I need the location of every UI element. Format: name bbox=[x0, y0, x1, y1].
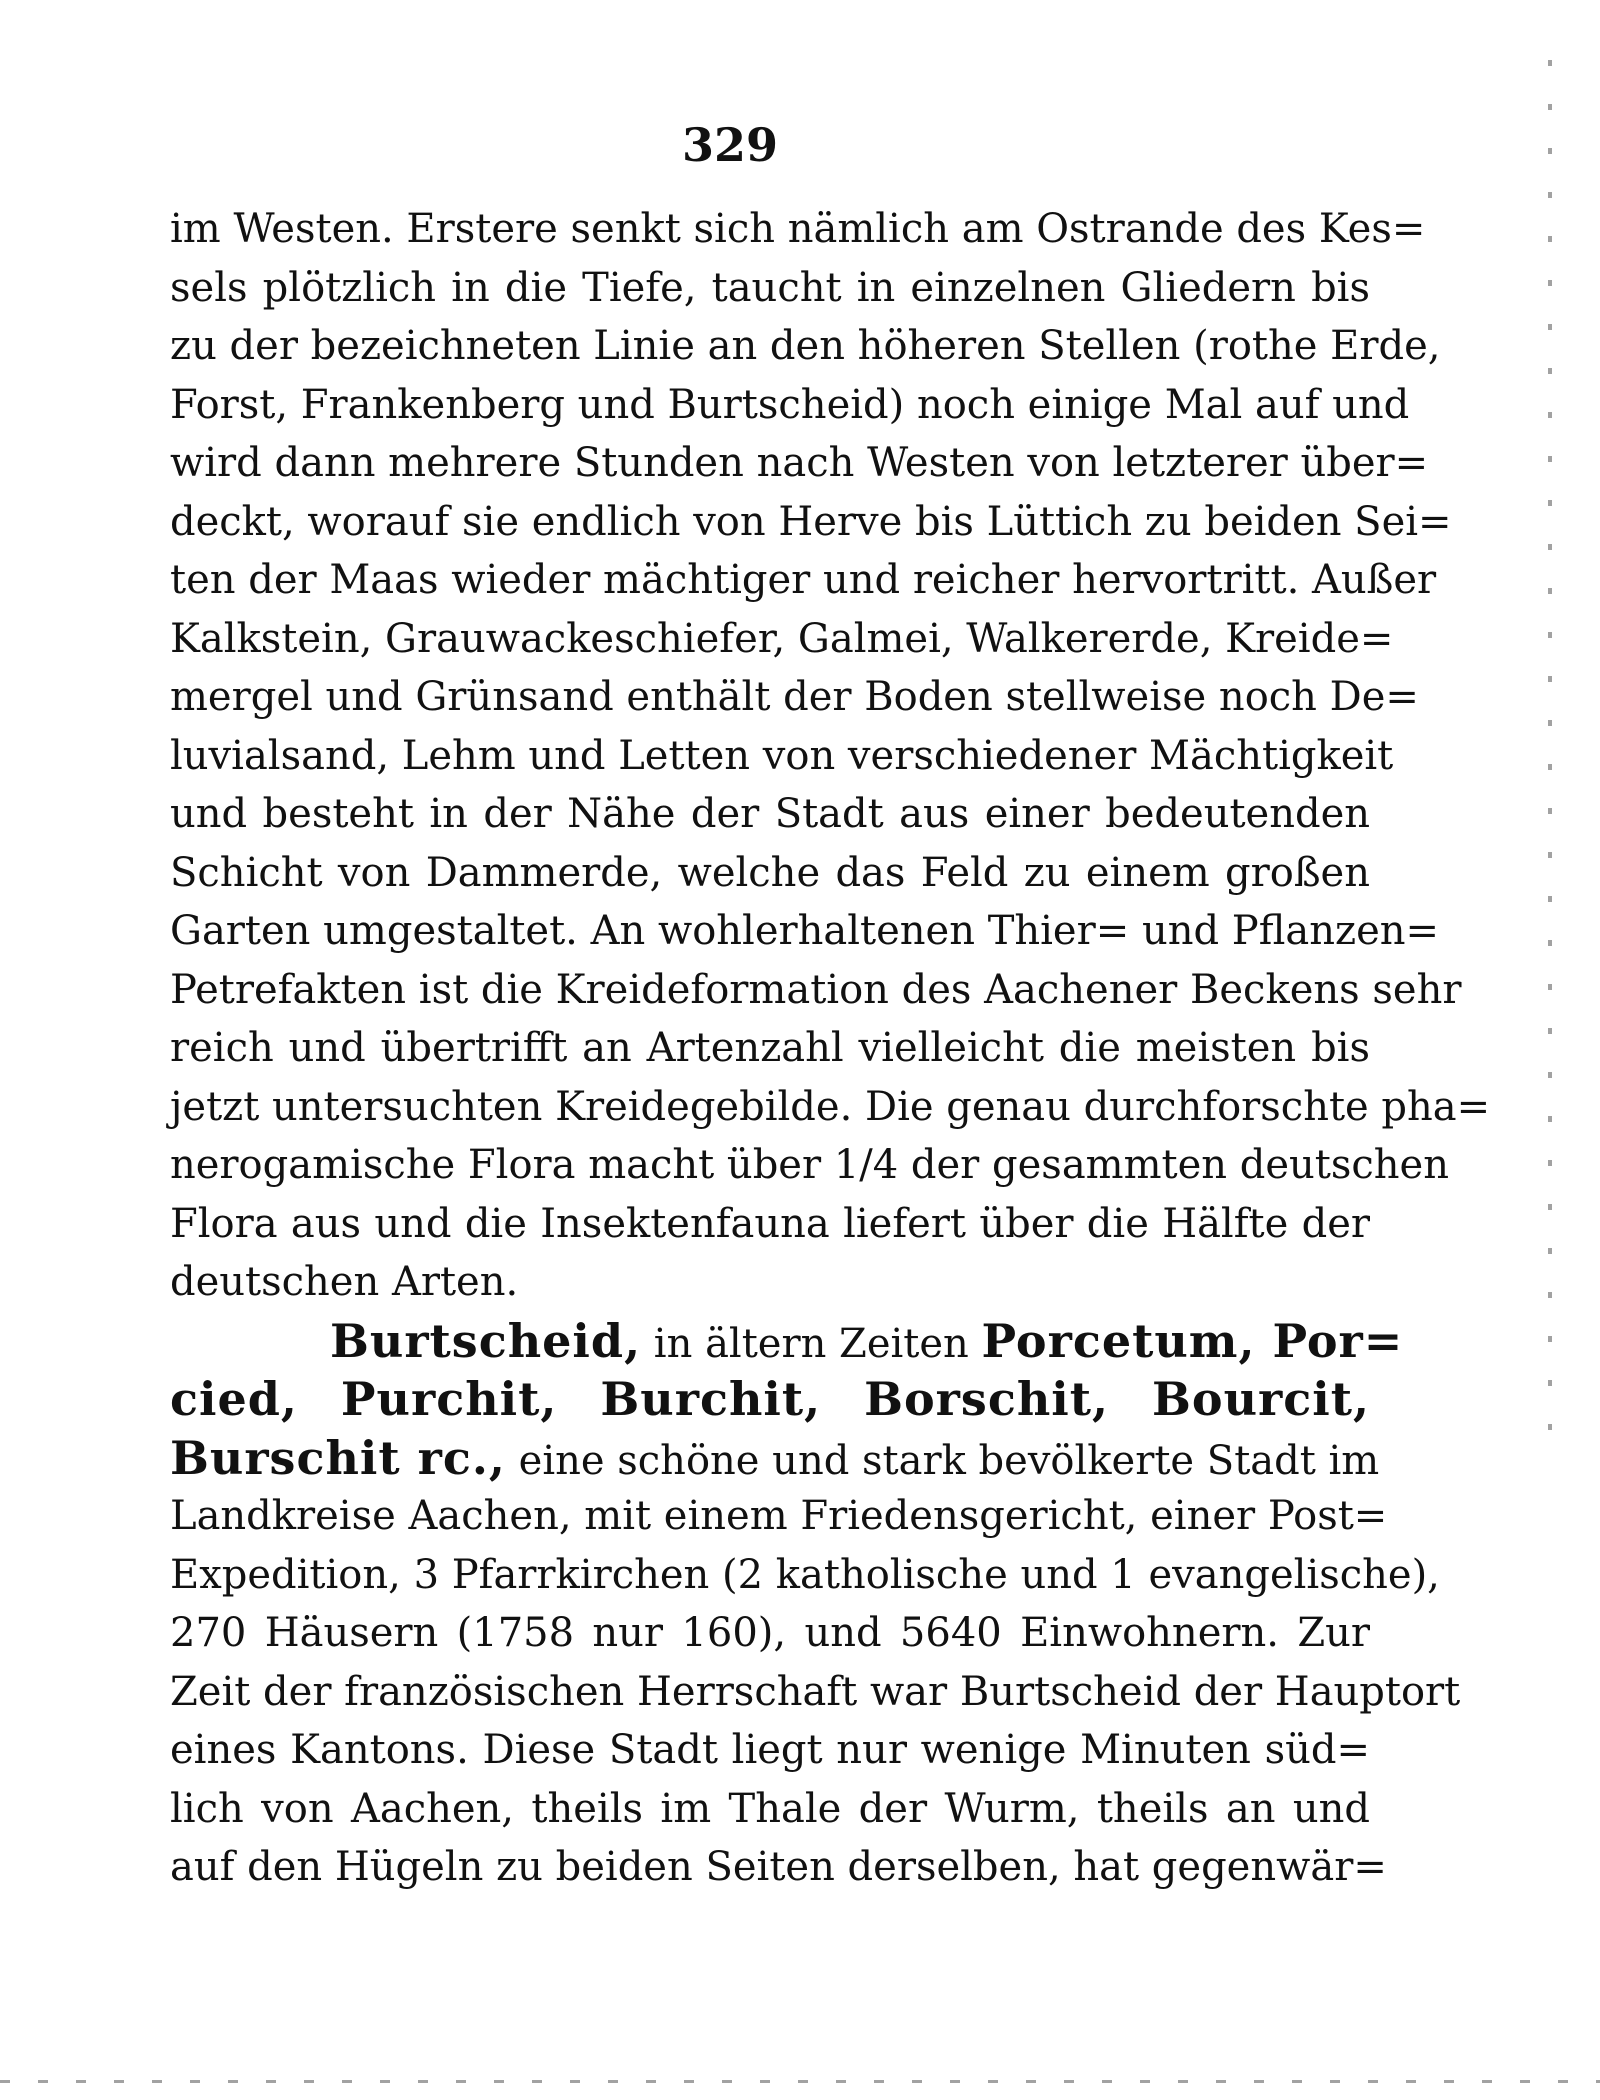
text-line: Petrefakten ist die Kreideformation des Aachener Beckens sehr bbox=[170, 966, 1462, 1013]
text-line: und besteht in der Nähe der Stadt aus einer bedeutenden bbox=[170, 791, 1370, 837]
text-line: 270 Häusern (1758 nur 160), und 5640 Einwohnern. Zur bbox=[170, 1610, 1370, 1656]
text-line: ten der Maas wieder mächtiger und reicher hervortritt. Außer bbox=[170, 557, 1437, 603]
text-line: lich von Aachen, theils im Thale der Wurm, theils an und bbox=[170, 1785, 1370, 1832]
entry-variant-names: Burschit rc., bbox=[170, 1430, 506, 1485]
text-line: zu der bezeichneten Linie an den höheren Stellen (rothe Erde, bbox=[170, 323, 1441, 369]
text-line: deutschen Arten. bbox=[170, 1259, 519, 1305]
text-line: luvialsand, Lehm und Letten von verschiedener Mächtigkeit bbox=[170, 732, 1394, 779]
text-line: Flora aus und die Insektenfauna liefert über die Hälfte der bbox=[170, 1200, 1370, 1247]
entry-heading-line bbox=[170, 1312, 1404, 1371]
entry-title: Burtscheid, bbox=[330, 1313, 642, 1368]
text-line: eines Kantons. Diese Stadt liegt nur wenige Minuten süd= bbox=[170, 1727, 1370, 1773]
text-line: mergel und Grünsand enthält der Boden stellweise noch De= bbox=[170, 674, 1419, 720]
text-line: Forst, Frankenberg und Burtscheid) noch einige Mal auf und bbox=[170, 381, 1410, 428]
text-segment: der gesammten deutschen bbox=[910, 1142, 1449, 1188]
text-line-fraction bbox=[170, 1136, 1449, 1195]
text-line: Garten umgestaltet. An wohlerhaltenen Thier= und Pflanzen= bbox=[170, 908, 1440, 954]
text-line: Schicht von Dammerde, welche das Feld zu einem großen bbox=[170, 849, 1370, 896]
scan-edge-marks bbox=[1548, 60, 1552, 1460]
text-segment: nerogamische Flora macht über bbox=[170, 1142, 822, 1188]
body-text bbox=[170, 200, 1491, 1897]
text-segment: eine schöne und stark bevölkerte Stadt im bbox=[518, 1437, 1380, 1484]
text-line: deckt, worauf sie endlich von Herve bis Lüttich zu beiden Sei= bbox=[170, 498, 1452, 545]
text-line: wird dann mehrere Stunden nach Westen von letzterer über= bbox=[170, 440, 1429, 486]
entry-variant-names: cied, Purchit, Burchit, Borschit, Bourcit, bbox=[170, 1372, 1370, 1426]
entry-variant-names: Porcetum, Por= bbox=[981, 1313, 1404, 1368]
page-number: 329 bbox=[681, 118, 779, 172]
text-line: reich und übertrifft an Artenzahl vielleicht die meisten bis bbox=[170, 1025, 1370, 1071]
text-line: Expedition, 3 Pfarrkirchen (2 katholische und 1 evangelische), bbox=[170, 1551, 1440, 1598]
text-line: sels plötzlich in die Tiefe, taucht in einzelnen Gliedern bis bbox=[170, 264, 1370, 311]
text-line: auf den Hügeln zu beiden Seiten derselben, hat gegenwär= bbox=[170, 1844, 1387, 1890]
text-line: Zeit der französischen Herrschaft war Burtscheid der Hauptort bbox=[170, 1668, 1461, 1715]
fraction: 1/4 bbox=[833, 1142, 899, 1188]
text-line: Kalkstein, Grauwackeschiefer, Galmei, Walkererde, Kreide= bbox=[170, 615, 1394, 662]
text-segment: in ältern Zeiten bbox=[653, 1320, 969, 1367]
text-line: im Westen. Erstere senkt sich nämlich am Ostrande des Kes= bbox=[170, 206, 1426, 252]
text-line: jetzt untersuchten Kreidegebilde. Die genau durchforschte pha= bbox=[170, 1083, 1491, 1130]
entry-variant-line bbox=[170, 1429, 1380, 1488]
text-line: Landkreise Aachen, mit einem Friedensgericht, einer Post= bbox=[170, 1493, 1388, 1539]
entry-variant-line bbox=[170, 1370, 1370, 1429]
scan-bottom-edge bbox=[0, 2080, 1600, 2083]
